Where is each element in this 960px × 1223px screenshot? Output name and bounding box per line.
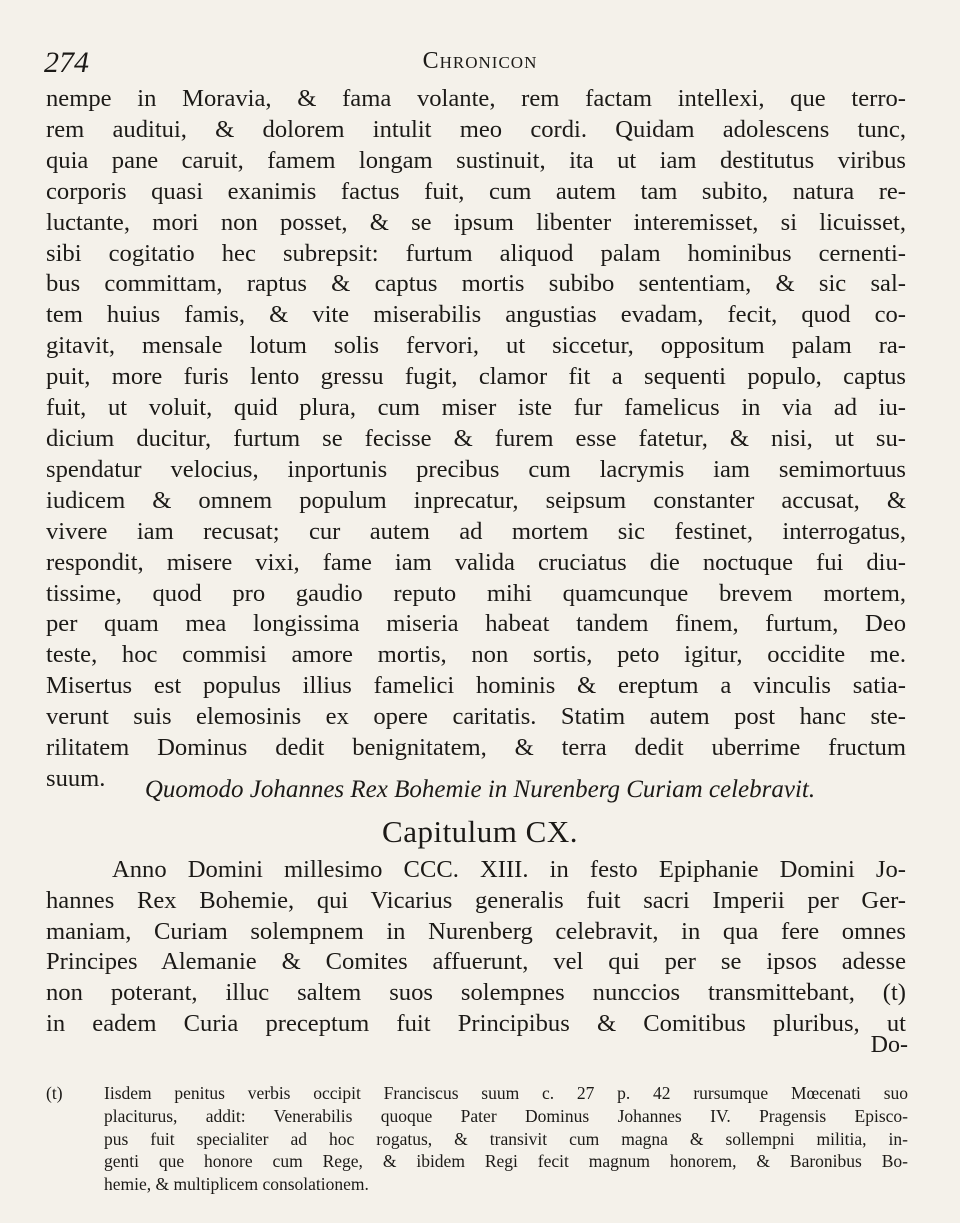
text-line: fuit, ut voluit, quid plura, cum miser iste fur famelicus in via ad iu- — [46, 394, 906, 422]
footnote-line: genti que honore cum Rege, & ibidem Regi fecit magnum honorem, & Baronibus Bo- — [104, 1151, 908, 1172]
text-line: suum. — [46, 764, 106, 792]
text-line: nempe in Moravia, & fama volante, rem factam intellexi, que terro- — [46, 85, 906, 112]
text-line: gitavit, mensale lotum solis fervori, ut siccetur, oppositum palam ra- — [46, 332, 906, 360]
footnote-line: placiturus, addit: Venerabilis quoque Pater Dominus Johannes IV. Pragensis Episco- — [104, 1105, 908, 1126]
page-number: 274 — [44, 46, 89, 79]
section-heading: Quomodo Johannes Rex Bohemie in Nurenberg Curiam celebravit. — [144, 776, 816, 803]
catchword: Do- — [870, 1032, 908, 1058]
text-line: Principes Alemanie & Comites affuerunt, vel qui per se ipsos adesse — [46, 948, 906, 976]
running-head — [40, 42, 920, 82]
footnote — [46, 1082, 908, 1196]
text-line: spendatur velocius, inportunis precibus cum lacrymis iam semimortuus — [46, 455, 906, 483]
text-line: hannes Rex Bohemie, qui Vicarius generalis fuit sacri Imperii per Ger- — [46, 886, 906, 914]
chapter-text — [46, 855, 906, 1040]
text-line: quia pane caruit, famem longam sustinuit, ita ut iam destitutus viribus — [46, 146, 906, 174]
body-text — [46, 84, 906, 795]
text-line: Anno Domini millesimo CCC. XIII. in festo Epiphanie Domini Jo- — [112, 856, 906, 883]
footnote-line: hemie, & multiplicem consolationem. — [104, 1174, 369, 1195]
text-line: bus committam, raptus & captus mortis subibo sententiam, & sic sal- — [46, 270, 906, 298]
footnote-mark: (t) — [46, 1083, 63, 1103]
text-line: dicium ducitur, furtum se fecisse & furem esse fatetur, & nisi, ut su- — [46, 424, 906, 452]
text-line: sibi cogitatio hec subrepsit: furtum aliquod palam hominibus cernenti- — [46, 239, 906, 267]
text-line: rem auditui, & dolorem intulit meo cordi. Quidam adolescens tunc, — [46, 115, 906, 143]
text-line: iudicem & omnem populum inprecatur, seipsum constanter accusat, & — [46, 486, 906, 514]
text-line: tem huius famis, & vite miserabilis angustias evadam, fecit, quod co- — [46, 301, 906, 329]
text-line: teste, hoc commisi amore mortis, non sortis, peto igitur, occidite me. — [46, 641, 906, 669]
text-line: rilitatem Dominus dedit benignitatem, & terra dedit uberrime fructum — [46, 734, 906, 762]
footnote-line: pus fuit specialiter ad hoc rogatus, & transivit cum magna & sollempni militia, in- — [104, 1128, 908, 1149]
text-line: in eadem Curia preceptum fuit Principibus & Comitibus pluribus, ut — [46, 1009, 906, 1037]
text-line: luctante, mori non posset, & se ipsum libenter interemisset, si licuisset, — [46, 208, 906, 236]
text-line: maniam, Curiam solempnem in Nurenberg celebravit, in qua fere omnes — [46, 917, 906, 945]
running-title: Chronicon — [422, 48, 538, 74]
footnote-line: Iisdem penitus verbis occipit Franciscus suum c. 27 p. 42 rursumque Mœcenati suo — [104, 1083, 908, 1103]
text-line: vivere iam recusat; cur autem ad mortem sic festinet, interrogatus, — [46, 517, 906, 545]
text-line: Misertus est populus illius famelici hominis & ereptum a vinculis satia- — [46, 672, 906, 700]
text-line: tissime, quod pro gaudio reputo mihi quamcunque brevem mortem, — [46, 579, 906, 607]
text-line: per quam mea longissima miseria habeat tandem finem, furtum, Deo — [46, 610, 906, 638]
text-line: corporis quasi exanimis factus fuit, cum autem tam subito, natura re- — [46, 177, 906, 205]
text-line: verunt suis elemosinis ex opere caritatis. Statim autem post hanc ste- — [46, 703, 906, 731]
text-line: non poterant, illuc saltem suos solempnes nunccios transmittebant, (t) — [46, 979, 906, 1007]
text-line: respondit, misere vixi, fame iam valida cruciatus die noctuque fui diu- — [46, 548, 906, 576]
text-line: puit, more furis lento gressu fugit, clamor fit a sequenti populo, captus — [46, 363, 906, 391]
chapter-title: Capitulum CX. — [382, 814, 578, 849]
